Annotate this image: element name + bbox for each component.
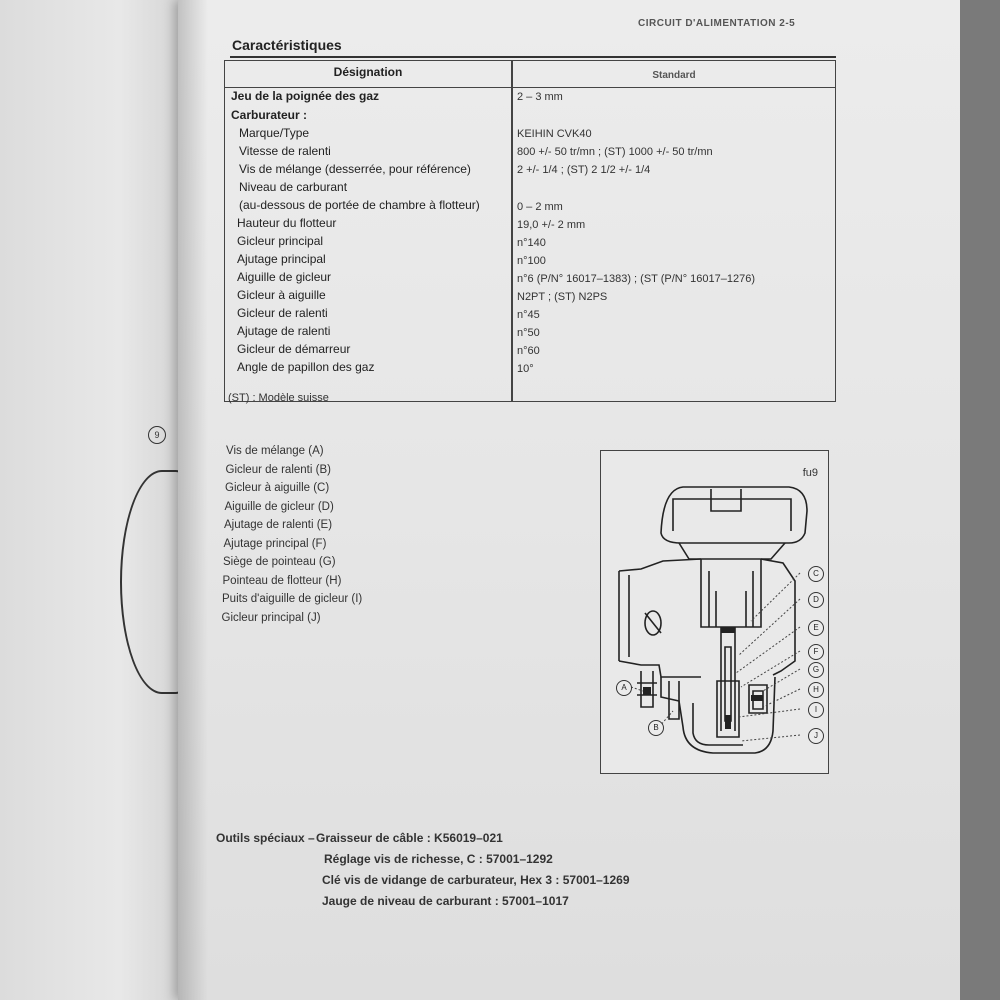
- left-page-edge: [0, 0, 200, 1000]
- spec-value: 2 +/- 1/4 ; (ST) 2 1/2 +/- 1/4: [517, 164, 651, 176]
- st-note: (ST) : Modèle suisse: [228, 392, 329, 404]
- spec-value: n°140: [517, 237, 546, 249]
- spec-value: n°100: [517, 255, 546, 267]
- legend-item: Vis de mélange (A): [226, 445, 324, 457]
- spec-label: Angle de papillon des gaz: [237, 360, 375, 374]
- running-head: CIRCUIT D'ALIMENTATION 2-5: [638, 18, 796, 29]
- callout-d: D: [808, 592, 824, 608]
- spec-value: 19,0 +/- 2 mm: [517, 219, 586, 231]
- callout-a: A: [616, 680, 632, 696]
- callout-c: C: [808, 566, 824, 582]
- special-tool-item: Réglage vis de richesse, C : 57001–1292: [324, 852, 553, 866]
- carburetor-figure: [600, 450, 829, 774]
- spec-value: n°50: [517, 327, 540, 339]
- legend-item: Puits d'aiguille de gicleur (I): [222, 593, 363, 605]
- header-standard: Standard: [652, 70, 696, 81]
- section-title: Caractéristiques: [232, 37, 342, 53]
- legend-item: Gicleur à aiguille (C): [225, 482, 330, 494]
- spec-label: Niveau de carburant: [239, 180, 348, 194]
- legend-item: Siège de pointeau (G): [223, 556, 336, 568]
- callout-e: E: [808, 620, 824, 636]
- callout-b: B: [648, 720, 664, 736]
- special-tool-item: Clé vis de vidange de carburateur, Hex 3 : 57001–1269: [322, 873, 630, 887]
- spec-label: Hauteur du flotteur: [237, 216, 337, 230]
- special-tool-item: Jauge de niveau de carburant : 57001–1017: [322, 894, 569, 908]
- callout-h: H: [808, 682, 824, 698]
- callout-g: G: [808, 662, 824, 678]
- legend-item: Ajutage principal (F): [223, 537, 327, 550]
- legend-item: Gicleur principal (J): [221, 611, 321, 624]
- spec-value: 10°: [517, 363, 534, 375]
- spec-label: (au-dessous de portée de chambre à flotteur): [239, 198, 480, 212]
- spec-label: Ajutage principal: [237, 252, 326, 266]
- header-designation: Désignation: [333, 65, 403, 79]
- carburetor-diagram: [601, 451, 830, 775]
- legend-item: Pointeau de flotteur (H): [222, 574, 342, 587]
- spec-label: Gicleur à aiguille: [237, 288, 326, 302]
- spec-label: Aiguille de gicleur: [237, 270, 332, 284]
- legend-item: Ajutage de ralenti (E): [224, 519, 333, 531]
- callout-j: J: [808, 728, 824, 744]
- callout-f: F: [808, 644, 824, 660]
- spec-value: N2PT ; (ST) N2PS: [517, 291, 608, 303]
- column-divider: [511, 61, 513, 401]
- spec-label: Vitesse de ralenti: [239, 144, 331, 158]
- spec-label: Jeu de la poignée des gaz: [231, 89, 380, 103]
- special-tools-label: Outils spéciaux –: [216, 831, 315, 845]
- callout-i: I: [808, 702, 824, 718]
- specifications-table: [224, 60, 836, 402]
- spec-label: Gicleur de ralenti: [237, 306, 328, 320]
- legend-item: Gicleur de ralenti (B): [225, 463, 331, 476]
- spec-value: 2 – 3 mm: [517, 91, 563, 103]
- spec-label: Marque/Type: [239, 126, 310, 140]
- spec-value: 0 – 2 mm: [517, 201, 563, 213]
- background-edge: [960, 0, 1000, 1000]
- special-tool-item: Graisseur de câble : K56019–021: [316, 831, 503, 845]
- legend-item: Aiguille de gicleur (D): [224, 500, 334, 513]
- title-rule: [230, 56, 836, 58]
- left-page-callout: 9: [148, 426, 166, 444]
- figure-code: fu9: [802, 467, 818, 479]
- spec-label: Ajutage de ralenti: [237, 324, 331, 338]
- spec-label: Carburateur :: [231, 108, 308, 122]
- spec-value: n°45: [517, 309, 540, 321]
- spec-value: n°6 (P/N° 16017–1383) ; (ST (P/N° 16017–1276): [517, 273, 756, 285]
- spec-value: 800 +/- 50 tr/mn ; (ST) 1000 +/- 50 tr/mn: [517, 146, 713, 158]
- binding-shadow: [178, 0, 208, 1000]
- spec-label: Vis de mélange (desserrée, pour référence): [239, 162, 471, 176]
- spec-value: KEIHIN CVK40: [517, 128, 592, 140]
- spec-label: Gicleur principal: [237, 234, 324, 248]
- table-header: [225, 61, 835, 88]
- spec-label: Gicleur de démarreur: [237, 342, 351, 356]
- spec-value: n°60: [517, 345, 540, 357]
